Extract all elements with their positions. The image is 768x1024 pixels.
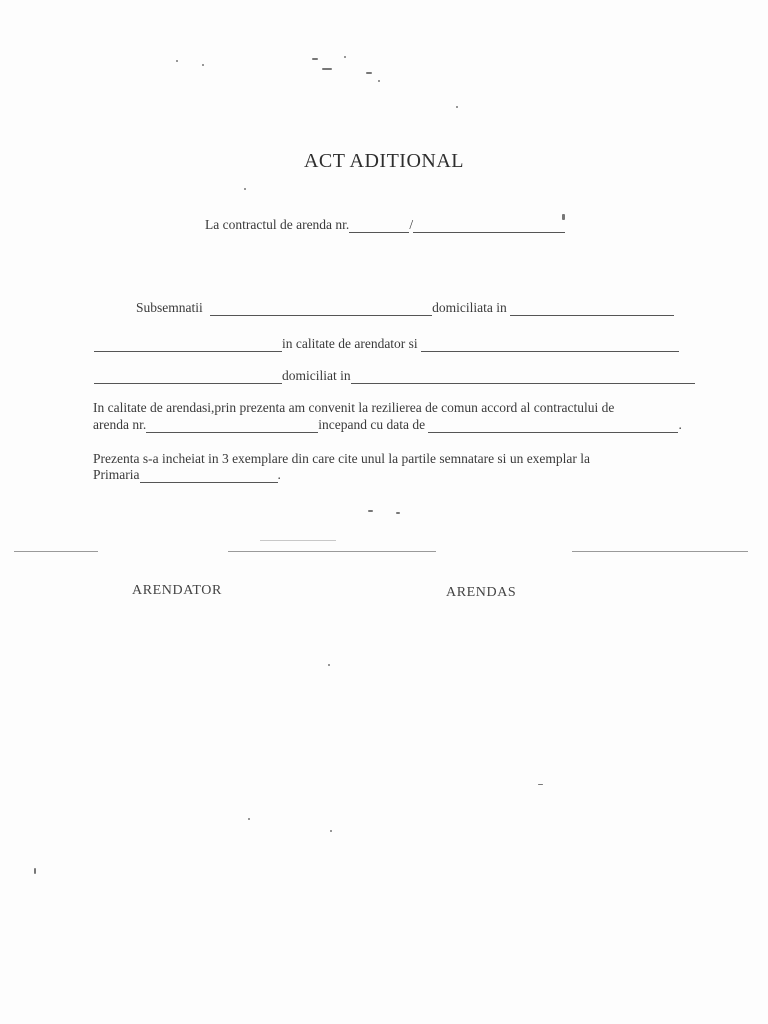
end-mark: . <box>678 417 682 432</box>
domiciliata-label: domiciliata in <box>432 300 507 315</box>
subsemnatii-line <box>136 300 674 316</box>
scan-speck <box>328 664 330 666</box>
second-party-address-blank <box>351 371 695 384</box>
exemplare-paragraph-line1: Prezenta s-a incheiat in 3 exemplare din care cite unul la partile semnatare si un exemplar la <box>93 451 591 466</box>
domiciliat-label: domiciliat in <box>282 368 351 383</box>
scan-speck <box>244 188 246 190</box>
end-mark: . <box>277 467 281 482</box>
contract-date-blank <box>413 220 565 233</box>
first-party-address-blank <box>510 303 674 316</box>
arendas-signature-label: ARENDAS <box>446 585 517 600</box>
contract-reference-label: La contractul de arenda nr. <box>205 217 350 232</box>
arendator-signature-label: ARENDATOR <box>132 583 222 598</box>
reziliere-paragraph-line1: In calitate de arendasi,prin prezenta am convenit la rezilierea de comun accord al contractului de <box>93 400 615 415</box>
scan-speck <box>538 784 543 785</box>
document-title: ACT ADITIONAL <box>303 150 464 172</box>
scan-speck <box>396 512 400 514</box>
scan-speck <box>330 830 332 832</box>
arenda-nr-label: arenda nr. <box>93 417 147 432</box>
scan-speck <box>248 818 250 820</box>
reziliere-paragraph-line2 <box>93 417 682 433</box>
scan-speck <box>368 510 373 512</box>
primaria-label: Primaria <box>93 467 140 482</box>
scan-speck <box>34 868 36 874</box>
first-party-name-blank <box>210 303 432 316</box>
scan-divider-center-top <box>260 540 336 541</box>
scan-speck <box>378 80 380 82</box>
scan-speck <box>312 58 318 60</box>
arendator-role-line <box>94 336 679 352</box>
second-party-name-blank <box>421 339 679 352</box>
primaria-name-blank <box>140 470 278 483</box>
scan-divider-center <box>228 551 436 552</box>
scan-divider-right <box>572 551 748 552</box>
scan-speck <box>456 106 458 108</box>
second-party-name-continued-blank <box>94 371 282 384</box>
calitate-arendator-label: in calitate de arendator si <box>282 336 418 351</box>
scan-speck <box>366 72 372 74</box>
contract-reference-line <box>205 217 565 233</box>
scan-speck <box>176 60 178 62</box>
contract-separator: / <box>409 217 414 232</box>
first-party-address-continued-blank <box>94 339 282 352</box>
incepand-label: incepand cu data de <box>318 417 426 432</box>
contract-number-blank <box>349 220 409 233</box>
exemplare-paragraph-line2 <box>93 467 281 483</box>
scan-speck <box>322 68 332 70</box>
scan-divider-left <box>14 551 98 552</box>
terminated-contract-number-blank <box>146 420 318 433</box>
scan-speck <box>344 56 346 58</box>
subsemnatii-label: Subsemnatii <box>136 300 203 315</box>
scan-speck <box>202 64 204 66</box>
domiciliat-line <box>94 368 695 384</box>
termination-date-blank <box>428 420 678 433</box>
